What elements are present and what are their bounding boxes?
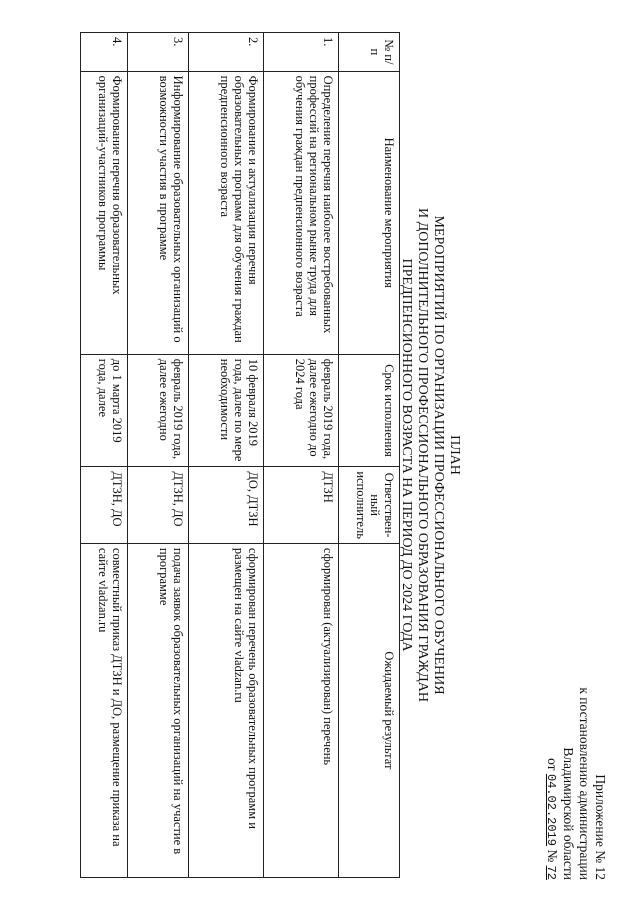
- title-line-4: ПРЕДПЕНСИОННОГО ВОЗРАСТА НА ПЕРИОД ДО 2024 ГОДА: [399, 258, 414, 652]
- cell-num: 4.: [81, 33, 128, 72]
- cell-result: подача заявок образовательных организаций на участие в программе: [128, 543, 189, 877]
- cell-term: февраль 2019 года, далее ежегодно: [128, 354, 189, 467]
- header-resp: Ответствен-ный исполнитель: [339, 467, 400, 544]
- cell-resp: ДТЗН, ДО: [81, 467, 128, 544]
- title-line-2: МЕРОПРИЯТИЙ ПО ОРГАНИЗАЦИИ ПРОФЕССИОНАЛЬНОГО ОБУЧЕНИЯ: [431, 215, 446, 695]
- cell-term: до 1 марта 2019 года, далее: [81, 354, 128, 467]
- appendix-header: [543, 640, 608, 880]
- document-title: [398, 150, 462, 760]
- number-prefix: №: [545, 849, 560, 863]
- cell-resp: ДО, ДТЗН: [189, 467, 264, 544]
- cell-result: совместный приказ ДТЗН и ДО, размещение приказа на сайте vladzan.ru: [81, 543, 128, 877]
- table-header-row: [339, 33, 400, 878]
- number-value: 72: [544, 865, 558, 880]
- header-result: Ожидаемый результат: [339, 543, 400, 877]
- table-row: [189, 33, 264, 878]
- cell-name: Формирование и актуализация перечня образовательных программ для обучения граждан предпенсионного возраста: [189, 71, 264, 354]
- date-prefix: от: [545, 758, 560, 771]
- header-num: № п/п: [339, 33, 400, 72]
- cell-name: Информирование образовательных организаций о возможности участия в программе: [128, 71, 189, 354]
- date-value: 04.02.2019: [544, 773, 558, 846]
- cell-num: 3.: [128, 33, 189, 72]
- cell-result: сформирован (актуализирован) перечень: [264, 543, 339, 877]
- cell-name: Формирование перечня образовательных организаций-участников программы: [81, 71, 128, 354]
- cell-num: 1.: [264, 33, 339, 72]
- table-row: [81, 33, 128, 878]
- table-row: [264, 33, 339, 878]
- cell-term: 10 февраля 2019 года, далее по мере необходимости: [189, 354, 264, 467]
- cell-result: сформирован перечень образовательных программ и размещен на сайте vladzan.ru: [189, 543, 264, 877]
- table-row: [128, 33, 189, 878]
- title-line-3: И ДОПОЛНИТЕЛЬНОГО ПРОФЕССИОНАЛЬНОГО ОБРАЗОВАНИЯ ГРАЖДАН: [415, 208, 430, 702]
- cell-num: 2.: [189, 33, 264, 72]
- title-line-1: ПЛАН: [447, 435, 462, 475]
- appendix-region: Владимирской области: [561, 747, 576, 880]
- header-name: Наименование мероприятия: [339, 71, 400, 354]
- cell-resp: ДТЗН: [264, 467, 339, 544]
- header-term: Срок исполнения: [339, 354, 400, 467]
- cell-term: февраль 2019 года, далее ежегодно до 2024 года: [264, 354, 339, 467]
- cell-resp: ДТЗН, ДО: [128, 467, 189, 544]
- cell-name: Определение перечня наиболее востребованных профессий на региональном рынке труда для обучения граждан предпенсионного возраста: [264, 71, 339, 354]
- plan-table: [80, 32, 400, 878]
- appendix-resolution: к постановлению администрации: [577, 687, 592, 880]
- appendix-date-line: [543, 640, 560, 880]
- appendix-title: Приложение № 12: [593, 774, 608, 880]
